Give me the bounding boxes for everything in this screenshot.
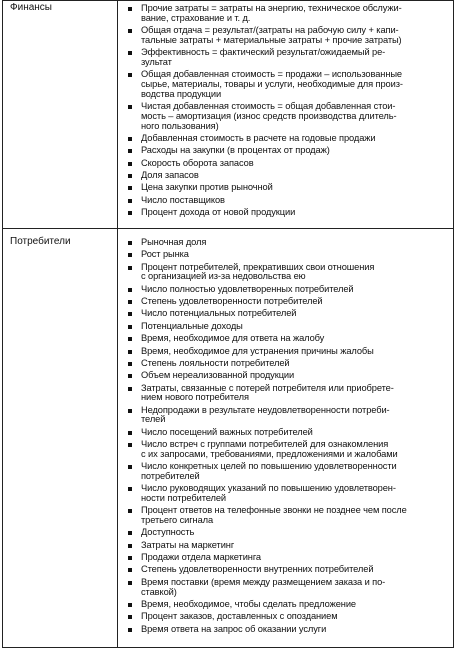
metric-item — [128, 309, 448, 319]
metric-text: Число конкретных целей по повышению удовлетворенности потребителей — [141, 461, 397, 481]
metric-text: Время, необходимое, чтобы сделать предложение — [141, 598, 356, 609]
finance-metrics-list — [128, 4, 448, 220]
metric-text: Добавленная стоимость в расчете на годовые продажи — [141, 132, 376, 143]
category-consumers: Потребители — [10, 236, 71, 247]
metric-text: Чистая добавленная стоимость = общая добавленная стои- мость – амортизация (износ средств производства длитель- ного пользования) — [141, 101, 397, 131]
metric-item — [128, 196, 448, 206]
metric-item — [128, 171, 448, 181]
metric-item — [128, 541, 448, 551]
metric-text: Общая добавленная стоимость = продажи – использованные сырье, материалы, товары и услуги, необходимые для произ- водства продукции — [141, 69, 403, 99]
metric-text: Общая отдача = результат/(затраты на рабочую силу + капи- тальные затраты + материальные затраты + прочие затраты) — [141, 25, 402, 45]
metric-item — [128, 4, 448, 24]
metric-text: Затраты, связанные с потерей потребителя или приобрете- нием нового потребителя — [141, 382, 394, 403]
metric-text: Расходы на закупки (в процентах от продаж) — [141, 145, 330, 156]
metric-item — [128, 26, 448, 46]
metric-item — [128, 553, 448, 563]
metric-item — [128, 263, 448, 283]
metric-text: Рост рынка — [141, 249, 189, 260]
metric-item — [128, 208, 448, 218]
metric-item — [128, 334, 448, 344]
metric-item — [128, 384, 448, 404]
metric-text: Продажи отдела маркетинга — [141, 552, 261, 563]
metric-item — [128, 625, 448, 635]
metric-text: Число посещений важных потребителей — [141, 426, 313, 437]
metric-item — [128, 462, 448, 482]
metric-item — [128, 406, 448, 426]
metric-text: Эффективность = фактический результат/ожидаемый ре- зультат — [141, 47, 386, 67]
metric-item — [128, 347, 448, 357]
metric-item — [128, 285, 448, 295]
metrics-table — [2, 0, 454, 648]
metric-text: Потенциальные доходы — [141, 320, 243, 331]
metric-item — [128, 371, 448, 381]
metric-text: Число встреч с группами потребителей для ознакомления с их запросами, требованиями, предложениями и жалобами — [141, 439, 398, 459]
metric-item — [128, 440, 448, 460]
metric-text: Время ответа на запрос об оказании услуги — [141, 623, 327, 634]
metric-text: Недопродажи в результате неудовлетворенности потреби- телей — [141, 404, 390, 425]
metric-item — [128, 359, 448, 369]
metric-text: Объем нереализованной продукции — [141, 370, 295, 381]
column-divider — [117, 1, 118, 647]
metric-item — [128, 565, 448, 575]
metric-text: Время, необходимое для ответа на жалобу — [141, 333, 325, 344]
metric-item — [128, 322, 448, 332]
metric-text: Процент потребителей, прекративших свои отношения с организацией из-за недовольства ею — [141, 261, 375, 282]
metric-item — [128, 428, 448, 438]
metric-item — [128, 134, 448, 144]
metric-text: Время поставки (время между размещением заказа и по- ставкой) — [141, 576, 386, 597]
metric-text: Степень лояльности потребителей — [141, 357, 290, 368]
metric-text: Процент ответов на телефонные звонки не позднее чем после третьего сигнала — [141, 505, 407, 526]
metric-text: Процент заказов, доставленных с опозданием — [141, 611, 338, 622]
metric-text: Рыночная доля — [141, 237, 207, 247]
metric-item — [128, 528, 448, 538]
metric-item — [128, 238, 448, 248]
metric-text: Скорость оборота запасов — [141, 157, 254, 168]
metric-item — [128, 506, 448, 526]
metric-item — [128, 297, 448, 307]
metric-item — [128, 183, 448, 193]
metric-text: Время, необходимое для устранения причины жалобы — [141, 345, 374, 356]
metric-item — [128, 612, 448, 622]
metric-text: Число руководящих указаний по повышению удовлетворен- ности потребителей — [141, 483, 396, 503]
metric-item — [128, 484, 448, 504]
row-divider — [3, 228, 453, 229]
metric-item — [128, 159, 448, 169]
metric-text: Доступность — [141, 527, 195, 538]
metric-text: Степень удовлетворенности потребителей — [141, 296, 323, 307]
category-finance: Финансы — [10, 2, 52, 13]
metric-item — [128, 600, 448, 610]
metric-text: Процент дохода от новой продукции — [141, 207, 296, 218]
metric-item — [128, 102, 448, 131]
metric-text: Число потенциальных потребителей — [141, 308, 297, 319]
metric-item — [128, 250, 448, 260]
consumer-metrics-list — [128, 238, 448, 637]
metric-text: Число поставщиков — [141, 194, 225, 205]
metric-text: Доля запасов — [141, 170, 199, 180]
metric-item — [128, 70, 448, 99]
metric-text: Прочие затраты = затраты на энергию, техническое обслужи- вание, страхование и т. д. — [141, 3, 402, 23]
metric-text: Затраты на маркетинг — [141, 539, 235, 550]
metric-item — [128, 146, 448, 156]
metric-item — [128, 578, 448, 598]
metric-text: Цена закупки против рыночной — [141, 182, 273, 193]
metric-item — [128, 48, 448, 68]
metric-text: Число полностью удовлетворенных потребителей — [141, 283, 354, 294]
metric-text: Степень удовлетворенности внутренних потребителей — [141, 564, 374, 575]
